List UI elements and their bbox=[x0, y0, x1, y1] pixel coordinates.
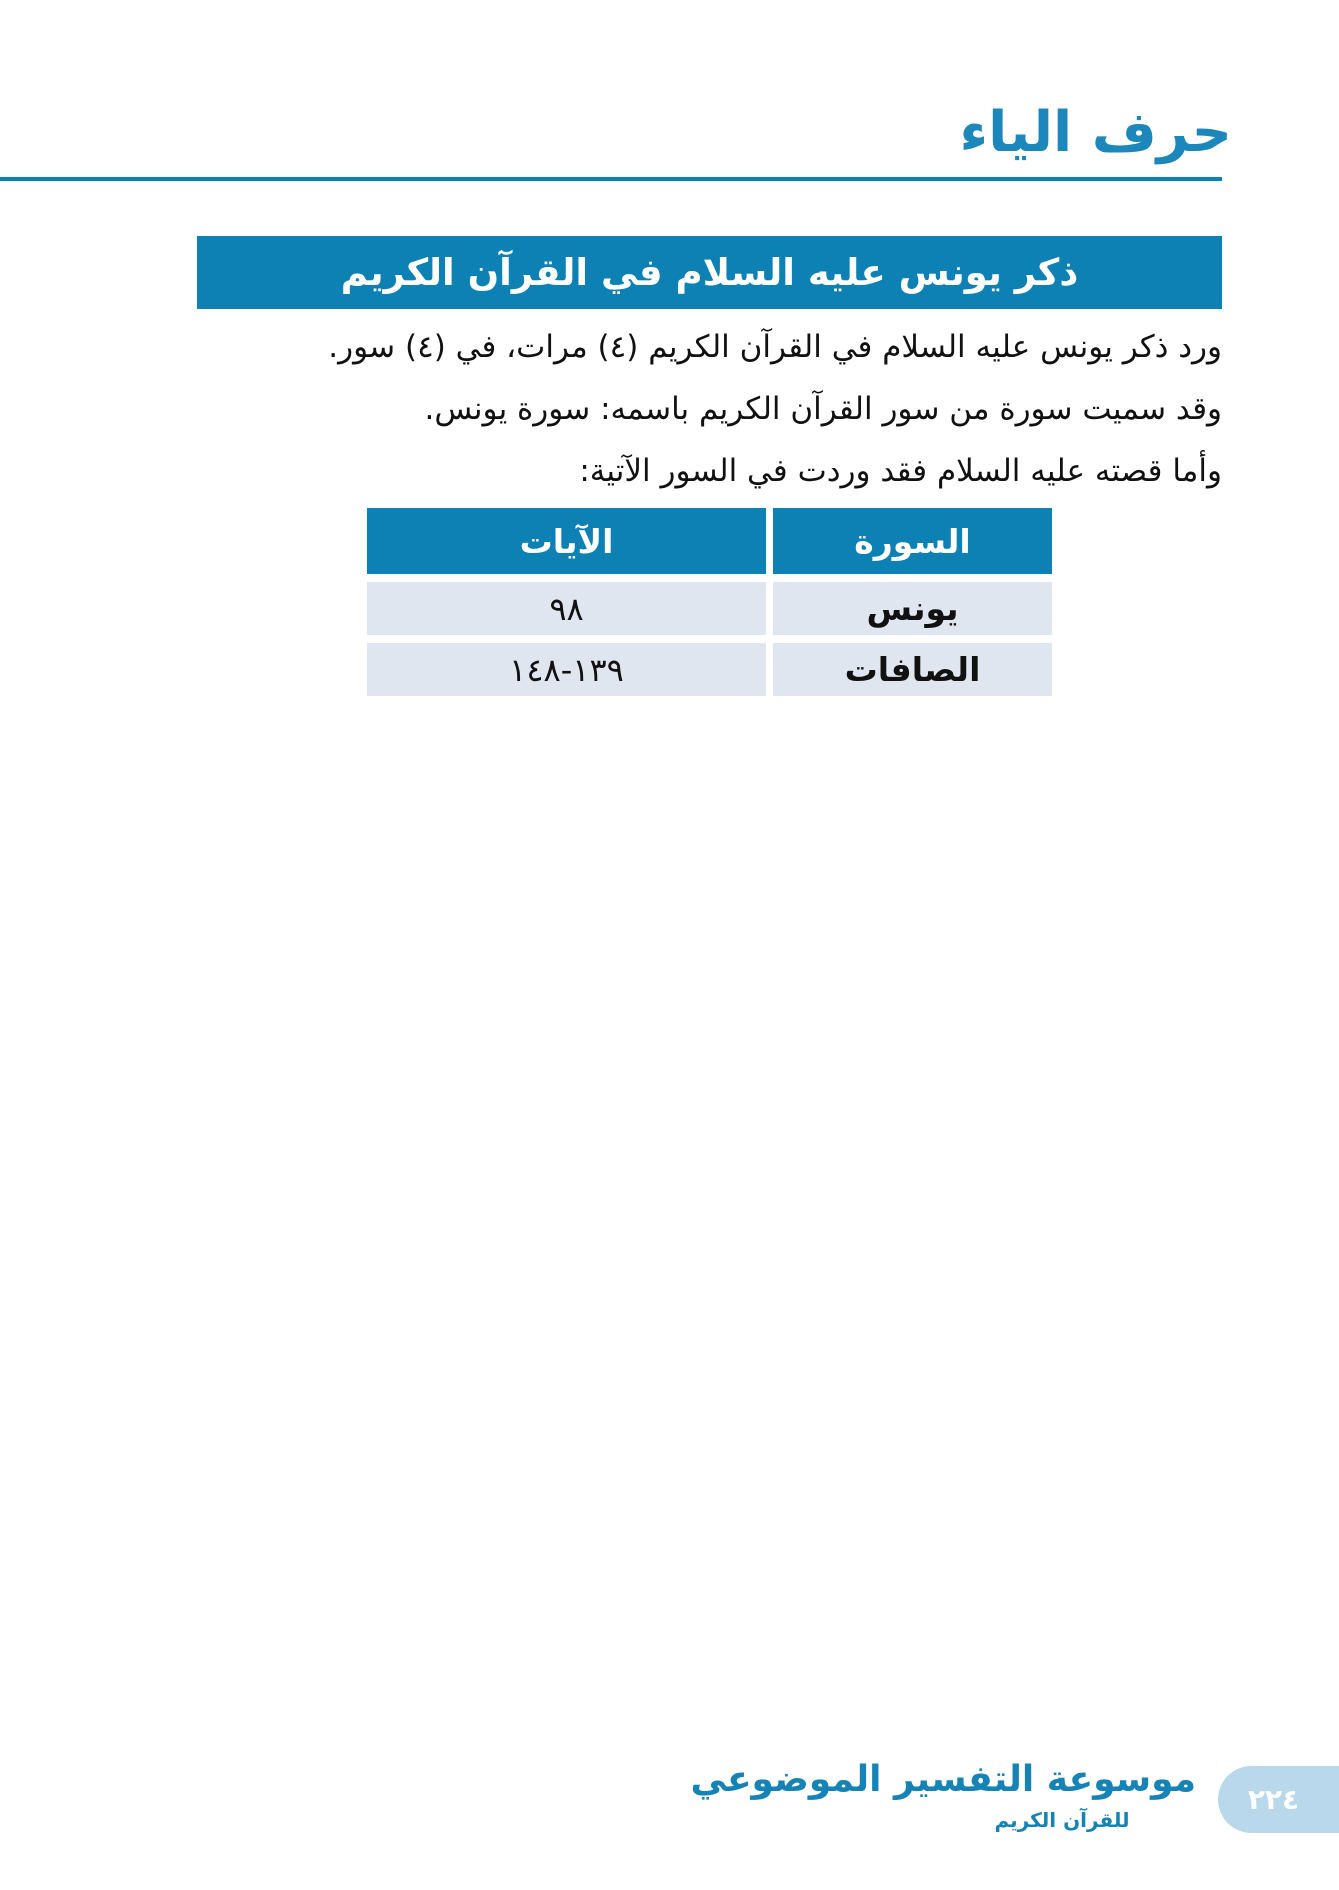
surah-verses-table bbox=[367, 508, 1052, 696]
page-number-tab bbox=[1218, 1766, 1339, 1833]
table-cell-surah: الصافات bbox=[773, 643, 1052, 696]
table-cell-verses: ٩٨ bbox=[367, 582, 766, 635]
table-cell-surah: يونس bbox=[773, 582, 1052, 635]
header-divider-rule bbox=[0, 177, 1222, 181]
body-line-2: وقد سميت سورة من سور القرآن الكريم باسمه: سورة يونس. bbox=[424, 391, 1222, 427]
section-title-bar bbox=[197, 236, 1222, 309]
body-line-1: ورد ذكر يونس عليه السلام في القرآن الكريم (٤) مرات، في (٤) سور. bbox=[328, 329, 1222, 365]
table-cell-verses: ١٣٩-١٤٨ bbox=[367, 643, 766, 696]
publisher-logo bbox=[690, 1754, 1196, 1834]
body-line-3: وأما قصته عليه السلام فقد وردت في السور الآتية: bbox=[579, 453, 1222, 489]
table-header-surah: السورة bbox=[773, 508, 1052, 574]
section-title: ذكر يونس عليه السلام في القرآن الكريم bbox=[340, 251, 1079, 294]
chapter-heading-calligraphy: حرف الياء bbox=[959, 100, 1232, 165]
publisher-logo-title: موسوعة التفسير الموضوعي bbox=[690, 1759, 1196, 1800]
table-header-verses: الآيات bbox=[367, 508, 766, 574]
body-paragraph bbox=[262, 316, 1222, 502]
publisher-logo-subtitle: للقرآن الكريم bbox=[994, 1808, 1130, 1832]
page-number: ٢٢٤ bbox=[1247, 1783, 1300, 1816]
